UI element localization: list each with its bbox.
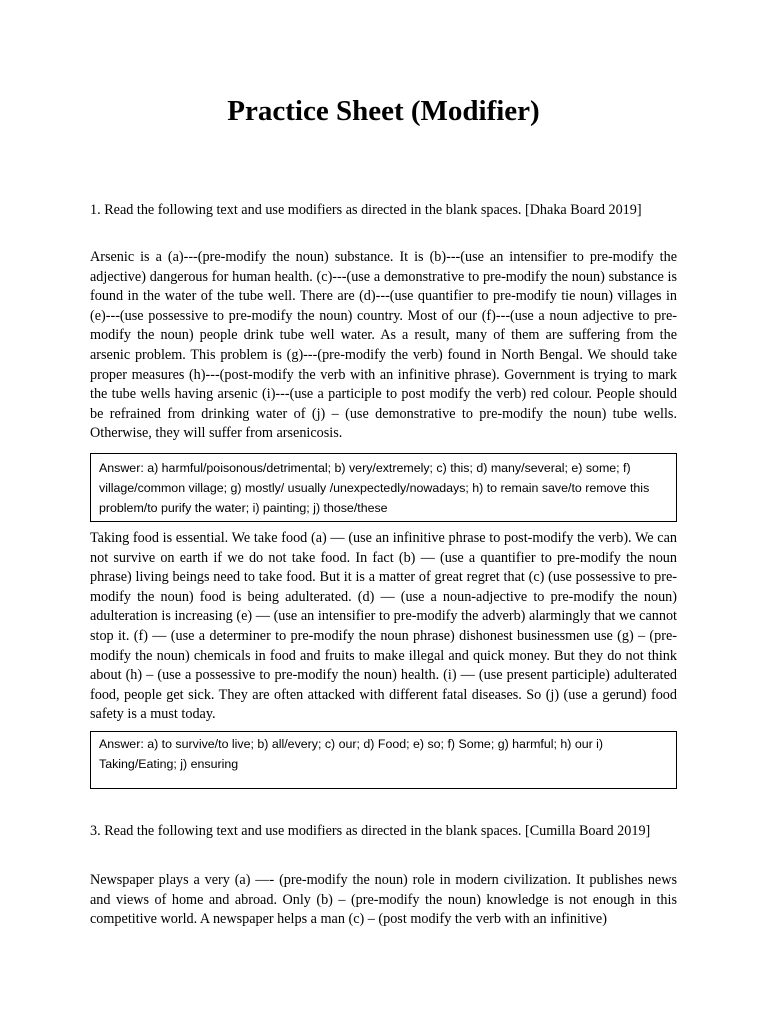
question-2-passage: Taking food is essential. We take food (a) — (use an infinitive phrase to post-modify the verb). We can not survive on earth if we do not take food. In fact (b) — (use a quantifier to pre-modify the noun phrase) living beings need to take food. But it is a matter of great regret that (c) (use possessive to pre-modify the noun) food is being adulterated. (d) — (use a noun-adjective to pre-modify the noun) adulteration is increasing (e) — (use an intensifier to pre-modify the adverb) alarmingly that we cannot stop it. (f) — (use a determiner to pre-modify the noun phrase) dishonest businessmen use (g) – (pre-modify the noun) chemicals in food and fruits to make illegal and quick money. But they do not think about (h) – (use a possessive to pre-modify the noun) health. (i) — (use present participle) adulterated food, people get sick. They are often attacked with different fatal diseases. So (j) (use a gerund) food safety is a must today. [90, 530, 677, 723]
question-1-passage: Arsenic is a (a)---(pre-modify the noun) substance. It is (b)---(use an intensifier to pre-modify the adjective) dangerous for human health. (c)---(use a demonstrative to pre-modify the noun) substance is found in the water of the tube well. There are (d)---(use quantifier to pre-modify tie noun) villages in (e)---(use possessive to pre-modify the noun) country. Most of our (f)---(use a noun adjective to pre-modify the noun) people drink tube well water. As a result, many of them are suffering from the arsenic problem. This problem is (g)---(pre-modify the verb) found in North Bengal. We should take proper measures (h)---(post-modify the verb with an infinitive phrase). Government is trying to mark the tube wells having arsenic (i)---(use a participle to post modify the verb) red colour. People should be refrained from drinking water of (j) – (use demonstrative to pre-modify the noun) tube wells. Otherwise, they will suffer from arsenicosis. [90, 249, 677, 442]
page-title: Practice Sheet (Modifier) [227, 95, 540, 127]
question-3-passage: Newspaper plays a very (a) —- (pre-modify the noun) role in modern civilization. It publishes news and views of home and abroad. Only (b) – (pre-modify the noun) knowledge is not enough in this competitive world. A newspaper helps a man (c) – (post modify the verb with an infinitive) [90, 872, 677, 928]
question-1-instruction: 1. Read the following text and use modifiers as directed in the blank spaces. [Dhaka Board 2019] [90, 202, 642, 218]
question-1-answer-box: Answer: a) harmful/poisonous/detrimental; b) very/extremely; c) this; d) many/several; e) some; f) village/common village; g) mostly/ usually /unexpectedly/nowadays; h) to remain save/to remove this problem/to purify the water; i) painting; j) those/these [90, 453, 677, 522]
question-2-answer-box: Answer: a) to survive/to live; b) all/every; c) our; d) Food; e) so; f) Some; g) harmful; h) our i) Taking/Eating; j) ensuring [90, 731, 677, 789]
question-3-instruction: 3. Read the following text and use modifiers as directed in the blank spaces. [Cumilla Board 2019] [90, 823, 651, 839]
